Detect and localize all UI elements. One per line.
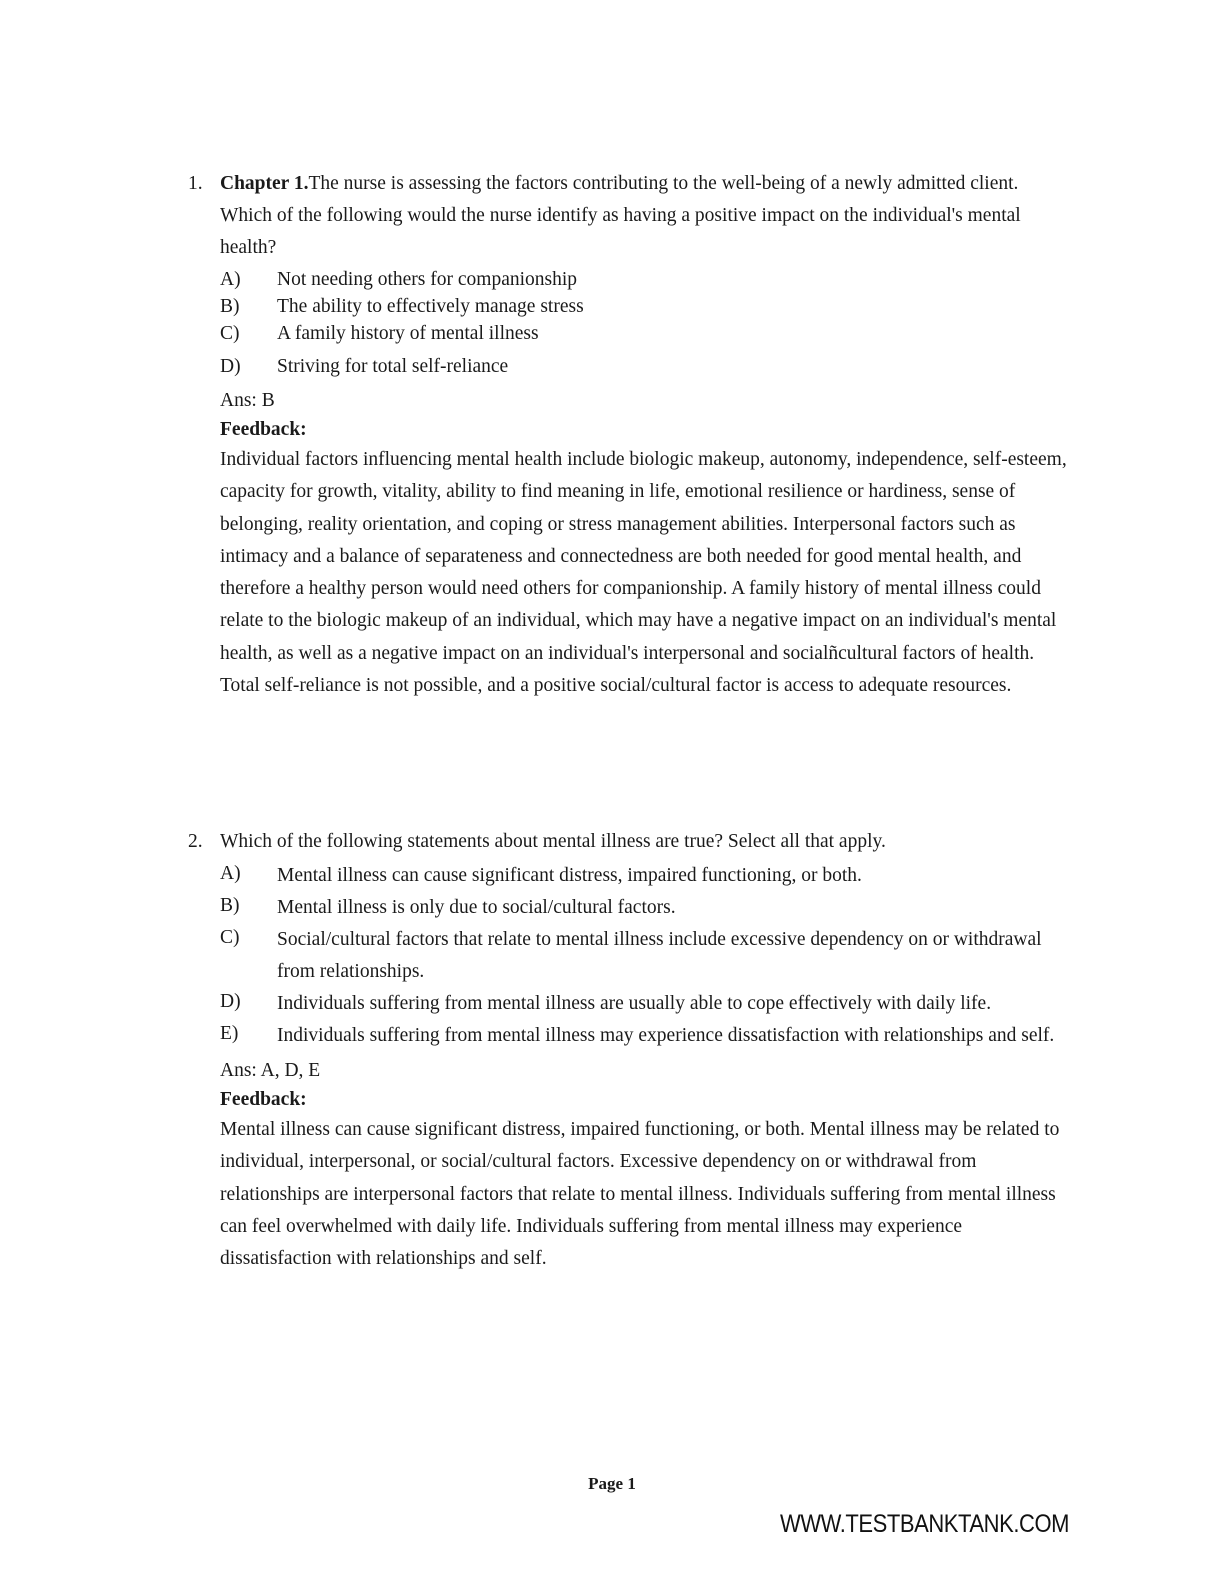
- option-text: Mental illness can cause significant distress, impaired functioning, or both.: [277, 865, 862, 886]
- answer-key: Ans: B: [220, 390, 275, 411]
- option-d: [220, 988, 1068, 1020]
- feedback-label: Feedback:: [220, 419, 307, 440]
- option-text: Individuals suffering from mental illness may experience dissatisfaction with relationships and self.: [277, 1025, 1055, 1046]
- option-b: [220, 293, 1068, 320]
- question-text: Which of the following statements about mental illness are true? Select all that apply.: [220, 831, 886, 852]
- option-letter: C): [220, 927, 240, 948]
- option-text: Individuals suffering from mental illness are usually able to cope effectively with daily life.: [277, 993, 992, 1014]
- feedback-label: Feedback:: [220, 1089, 307, 1110]
- feedback-text: Mental illness can cause significant distress, impaired functioning, or both. Mental illness may be related to individual, interpersonal, or social/cultural factors. Excessive dependency on or withdrawal from relationships are interpersonal factors that relate to mental illness. Individuals suffering from mental illness can feel overwhelmed with daily life. Individuals suffering from mental illness may experience dissatisfaction with relationships and self.: [220, 1119, 1060, 1270]
- watermark-url: WWW.TESTBANKTANK.COM: [780, 1510, 1070, 1538]
- option-letter: B): [220, 296, 240, 317]
- question-number: 1.: [188, 173, 203, 194]
- option-c: [220, 924, 1068, 988]
- question-stem: [188, 168, 1068, 264]
- option-letter: A): [220, 269, 241, 290]
- chapter-label: Chapter 1.: [220, 173, 309, 194]
- answer-key: Ans: A, D, E: [220, 1060, 321, 1081]
- question-2: [188, 826, 1068, 1275]
- option-letter: A): [220, 863, 241, 884]
- option-e: [220, 1020, 1068, 1052]
- option-text: A family history of mental illness: [277, 323, 539, 344]
- option-c: [220, 320, 1068, 347]
- question-text: The nurse is assessing the factors contributing to the well-being of a newly admitted client. Which of the following would the nurse identify as having a positive impact on the individual's mental health?: [220, 173, 1021, 258]
- option-letter: D): [220, 356, 241, 377]
- question-number: 2.: [188, 831, 203, 852]
- option-letter: C): [220, 323, 240, 344]
- option-text: Mental illness is only due to social/cultural factors.: [277, 897, 676, 918]
- option-letter: B): [220, 895, 240, 916]
- answer-options: [220, 860, 1068, 1052]
- answer-options: [220, 266, 1068, 380]
- question-stem: [188, 826, 1068, 858]
- option-letter: E): [220, 1023, 239, 1044]
- option-a: [220, 266, 1068, 293]
- option-text: The ability to effectively manage stress: [277, 296, 584, 317]
- feedback-text: Individual factors influencing mental health include biologic makeup, autonomy, independence, self-esteem, capacity for growth, vitality, ability to find meaning in life, emotional resilience or hardiness, sense of belonging, reality orientation, and coping or stress management abilities. Interpersonal factors such as intimacy and a balance of separateness and connectedness are both needed for good mental health, and therefore a healthy person would need others for companionship. A family history of mental illness could relate to the biologic makeup of an individual, which may have a negative impact on an individual's mental health, as well as a negative impact on an individual's interpersonal and socialñcultural factors of health. Total self-reliance is not possible, and a positive social/cultural factor is access to adequate resources.: [220, 449, 1067, 697]
- option-d: [220, 353, 1068, 380]
- option-text: Social/cultural factors that relate to mental illness include excessive dependency on or withdrawal from relationships.: [277, 929, 1042, 982]
- option-a: [220, 860, 1068, 892]
- page-number: Page 1: [588, 1474, 636, 1493]
- option-text: Not needing others for companionship: [277, 269, 578, 290]
- option-text: Striving for total self-reliance: [277, 356, 509, 377]
- option-b: [220, 892, 1068, 924]
- option-letter: D): [220, 991, 241, 1012]
- question-1: [188, 168, 1068, 702]
